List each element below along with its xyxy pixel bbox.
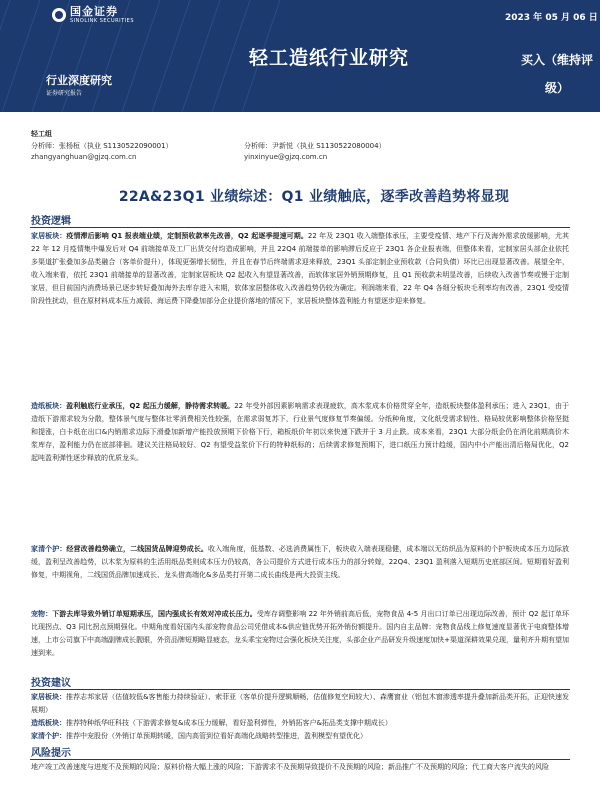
logo-text-en: SINOLINK SECURITIES xyxy=(70,18,134,24)
logic-light-paragraph xyxy=(31,543,569,582)
advice-paper-paragraph xyxy=(31,717,569,730)
section-divider xyxy=(30,227,570,228)
report-type: 行业深度研究 xyxy=(46,74,112,87)
report-subtype: 证券研究报告 xyxy=(46,90,83,97)
logic-pet-highlight: 下游去库导致外销订单短期承压，国内强成长有效对冲成长压力。 xyxy=(52,610,257,618)
analyst-1: 分析师：张杨桓（执业 S1130522090001） xyxy=(31,142,173,150)
analyst-2-email: yinxinyue@gjzq.com.cn xyxy=(244,153,328,161)
logic-paper-text: 22 年受外部因素影响需求表现疲软，高木浆成本价格贯穿全年，造纸板块整体盈利承压；进入 23Q1，由于造纸下游需求较为分散，整体景气度与整体社零消费相关性较强，在需求弱复苏下，行业景气度修复节奏偏缓。分纸种角度，文化纸受需求韧性、格局较优影响整体价格坚挺和提涨，白卡纸在出口&内销需求边际下滑叠加新增产能投放预期下价格下行，箱板纸价年初以来快速下跌并于 3 月止跌。成本来看，23Q1 大部分纸企仍在消化前期高价木浆库存，盈利能力仍在底部徘徊。建议关注格局较好、Q2 有望受益浆价下行的特种纸标的；后续需求修复预期下，进口纸压力预计趋缓，国内中小产能出清后格局优化，Q2 起吨盈利弹性逐步释放的优质龙头。 xyxy=(31,402,569,462)
logic-paper-paragraph xyxy=(31,400,569,465)
advice-home-paragraph xyxy=(31,691,569,717)
rating-badge: 买入（维持评级） xyxy=(520,53,593,95)
risk-paragraph: 地产竣工改善速度与进度不及预期的风险；原料价格大幅上涨的风险；下游需求不及预期导致提价不及预期的风险；新品推广不及预期的风险；代工商大客户流失的风险 xyxy=(31,763,549,771)
advice-home-lead: 家居板块： xyxy=(31,693,67,701)
logic-home-text: 22 年及 23Q1 收入端整体承压，主要受疫情、地产下行及海外需求放缓影响，尤其 22 年 12 月疫情集中爆发后对 Q4 前端接单及工厂出货交付均造成影响，并且 22Q4 前端接单的影响滞后反应于 23Q1 各企业报表端，但整体来看，定制家居头部企业依托多渠道扩张叠加多品类融合（客单价提升），体现更强增长韧性，并且在春节后终端需求迎来释放，23Q1 头部定制企业预收款（合同负债）环比已出现显著改善。展望全年，收入端来看，依托 23Q1 前端接单的显著改善，定制家居板块 Q2 起收入有望显著改善，而软体家居外销预期修复，且 Q1 预收款未明显改善，后续收入改善节奏或慢于定制家居，但目前国内消费场景已逐步转好叠加海外去库存进入末期，软体家居整体收入改善趋势仍较为确定。利润端来看，22 年 Q4 各细分板块毛利率均有改善，23Q1 受疫情阶段性扰动，但在原材料成本压力减弱、海运费下降叠加部分企业提价落地的情况下，家居板块整体盈利能力有望逐步迎来修复。 xyxy=(31,232,570,305)
advice-home-text: 推荐志邦家居（估值较低&客售能力持续验证）、索菲亚（客单价提升逻辑顺畅，估值修复空间较大）、森鹰窗业（铝包木窗渗透率提升叠加新品类开拓，正迎快速发展期） xyxy=(31,693,569,714)
section-heading-advice: 投资建议 xyxy=(31,678,71,689)
logic-home-highlight: 疫情滞后影响 Q1 报表端业绩，定制预收款率先改善，Q2 起逐季提速可期。 xyxy=(66,232,308,240)
section-divider xyxy=(30,759,570,760)
advice-paper-lead: 造纸板块： xyxy=(31,719,66,727)
industry-group: 轻工组 xyxy=(31,130,52,138)
logic-pet-lead: 宠物： xyxy=(31,610,53,618)
report-date: 2023 年 05 月 06 日 xyxy=(505,13,598,23)
logic-light-highlight: 经营改善趋势确立，二线国货品牌迎势成长。 xyxy=(66,545,209,553)
logic-pet-text: 受库存调整影响 22 年外销前高后低，宠物食品 4-5 月出口订单已出现边际改善，预计 Q2 起订单环比现拐点、Q3 同比拐点预期强化。中期角度看好国内头部宠物食品公司凭借成本&供应链优势开拓外销份额提升。国内自主品牌：宠物食品线上修复速度显著优于电商整体增速，上市公司旗下中高端副牌成长靓眼，外资品牌短期略显疲态，龙头乖宝宠物过会强化板块关注度，头部企业产品研发升级速度加快+渠道深耕效果兑现，量利齐升期有望加速到来。 xyxy=(31,610,570,657)
advice-paper-text: 推荐特种纸华旺科技（下游需求修复&成本压力缓解，看好盈利弹性，外销拓客户&拓品类支撑中期成长） xyxy=(66,719,392,727)
logic-paper-lead: 造纸板块： xyxy=(31,402,67,410)
main-title: 22A&23Q1 业绩综述：Q1 业绩触底，逐季改善趋势将显现 xyxy=(118,189,510,205)
analyst-1-email: zhangyanghuan@gjzq.com.cn xyxy=(31,153,137,161)
section-divider xyxy=(30,689,570,690)
advice-light-text: 推荐中宠股份（外销订单预期转暖，国内高管到位看好高端化战略转型推进，盈利模型有望优化） xyxy=(66,732,367,740)
logo-icon xyxy=(52,8,66,22)
logic-pet-paragraph xyxy=(31,608,569,660)
section-heading-risk: 风险提示 xyxy=(31,748,71,759)
analyst-2: 分析师：尹新悦（执业 S1130522080004） xyxy=(244,142,386,150)
section-heading-logic: 投资逻辑 xyxy=(31,216,71,227)
brand-logo xyxy=(52,6,134,24)
logic-home-paragraph xyxy=(31,230,569,308)
logic-home-lead: 家居板块： xyxy=(31,232,67,240)
report-title: 轻工造纸行业研究 xyxy=(249,47,410,69)
logic-paper-highlight: 盈利触底行业承压，Q2 起压力缓解，静待需求转暖。 xyxy=(66,402,235,410)
advice-light-paragraph xyxy=(31,730,569,743)
logo-text-cn: 国金证券 xyxy=(70,5,118,18)
advice-light-lead: 家清个护： xyxy=(31,732,66,740)
logic-light-lead: 家清个护： xyxy=(31,545,67,553)
logic-light-text: 收入端角度，低基数、必选消费属性下，板块收入端表现稳健，成本端以无纺织品为原料的个护板块成本压力边际放缓，盈利呈改善趋势，以木浆为原料的生活用纸品类则成本压力仍较高，各公司提价方式进行成本压力的部分转嫁，22Q4、23Q1 盈利落入短期历史底部区间。短期看好盈利修复，中期视角，二线国货品牌加速成长、龙头借高端化&多品类打开第二成长曲线是两大投资主线。 xyxy=(31,545,570,579)
